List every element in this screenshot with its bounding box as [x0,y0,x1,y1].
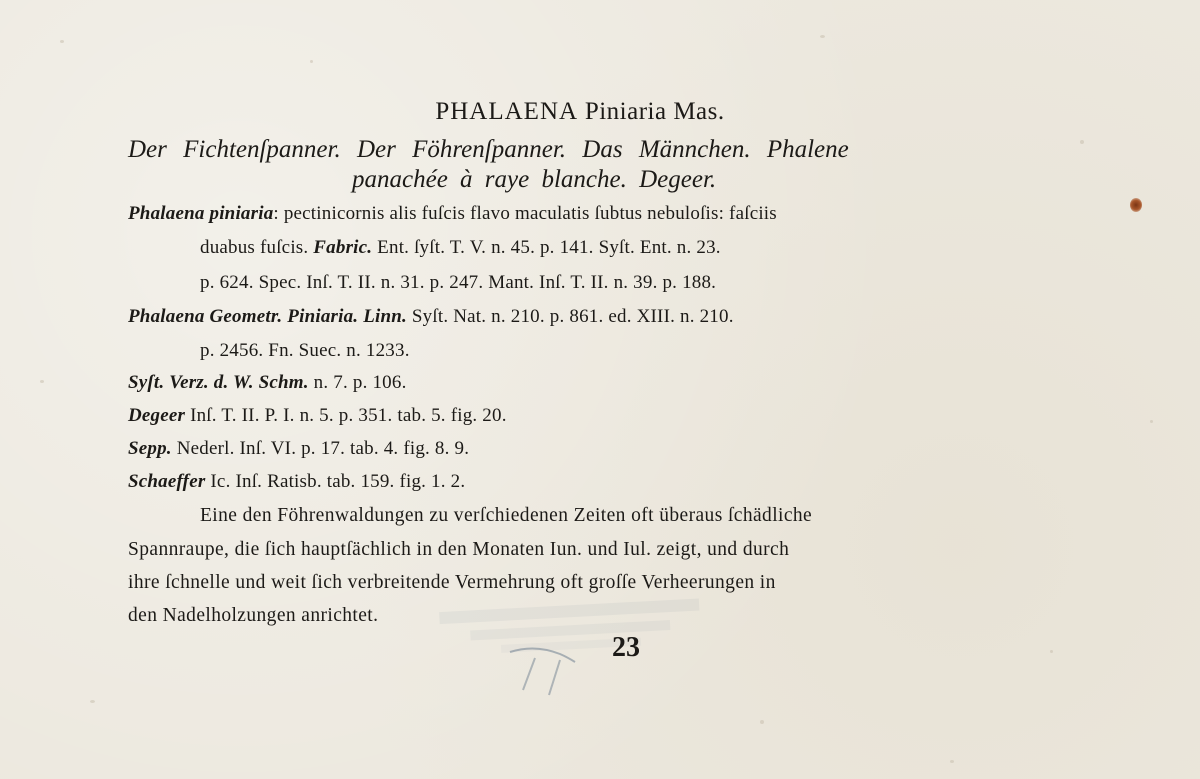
page-number: 23 [612,632,640,663]
title-sex: Mas. [673,98,725,125]
paper-speck [90,700,95,703]
reference-line [128,405,507,427]
paper-speck [60,40,64,43]
reference-line [128,471,465,493]
page-title [0,98,1160,126]
paragraph-line: Spannraupe, die ſich hauptſächlich in den Monaten Iun. und Iul. zeigt, und durch [128,539,790,560]
reference-author: Schaeffer [128,471,206,492]
reference-text: p. 624. Spec. Inſ. T. II. n. 31. p. 247. Mant. Inſ. T. II. n. 39. p. 188. [200,272,717,293]
reference-author: Phalaena Geometr. Piniaria. Linn. [128,306,407,327]
ink-stain [1130,198,1142,212]
vernacular-names-line-1: Der Fichtenſpanner. Der Föhrenſpanner. Das Männchen. Phalene [128,136,849,163]
paper-speck [310,60,313,63]
reference-author: Sepp. [128,438,172,459]
reference-text: p. 2456. Fn. Suec. n. 1233. [200,340,410,361]
paragraph-line: ihre ſchnelle und weit ſich verbreitende Vermehrung oft groſſe Verheerungen in [128,572,776,593]
reference-text: Inſ. T. II. P. I. n. 5. p. 351. tab. 5. fig. 20. [185,405,507,426]
paper-speck [40,380,44,383]
title-species: Piniaria [584,98,667,125]
reference-text: Nederl. Inſ. VI. p. 17. tab. 4. fig. 8. 9. [171,438,470,459]
reference-line [128,203,777,225]
reference-author: Degeer [128,405,186,426]
reference-text: n. 7. p. 106. [308,372,407,393]
paper-speck [950,760,954,763]
reference-line [128,438,469,460]
reference-line [200,272,716,294]
paper-speck [1080,140,1084,144]
reference-author: Fabric. [313,237,373,258]
reference-line [200,340,410,362]
paper-speck [820,35,825,38]
title-genus: PHALAENA [435,98,579,125]
reference-line [200,237,721,259]
reference-author: Syſt. Verz. d. W. Schm. [128,372,309,393]
reference-text: duabus fuſcis. [200,237,314,258]
reference-author: Phalaena piniaria [128,203,274,224]
pencil-mark [505,640,585,704]
reference-text: Ic. Inſ. Ratisb. tab. 159. fig. 1. 2. [205,471,466,492]
reference-line [128,372,407,394]
reference-text: Ent. ſyſt. T. V. n. 45. p. 141. Syſt. Ent. n. 23. [372,237,721,258]
reference-text: Syſt. Nat. n. 210. p. 861. ed. XIII. n. 210. [406,306,734,327]
paragraph-line: Eine den Föhrenwaldungen zu verſchiedenen Zeiten oft überaus ſchädliche [200,505,813,526]
paper-speck [760,720,764,724]
paper-speck [1150,420,1153,423]
reference-line [128,306,734,328]
reference-text: : pectinicornis alis fuſcis flavo maculatis ſubtus nebuloſis: faſciis [273,203,777,224]
paragraph-line: den Nadelholzungen anrichtet. [128,605,379,626]
paper-speck [1050,650,1053,653]
vernacular-names-line-2: panachée à raye blanche. Degeer. [352,166,717,193]
